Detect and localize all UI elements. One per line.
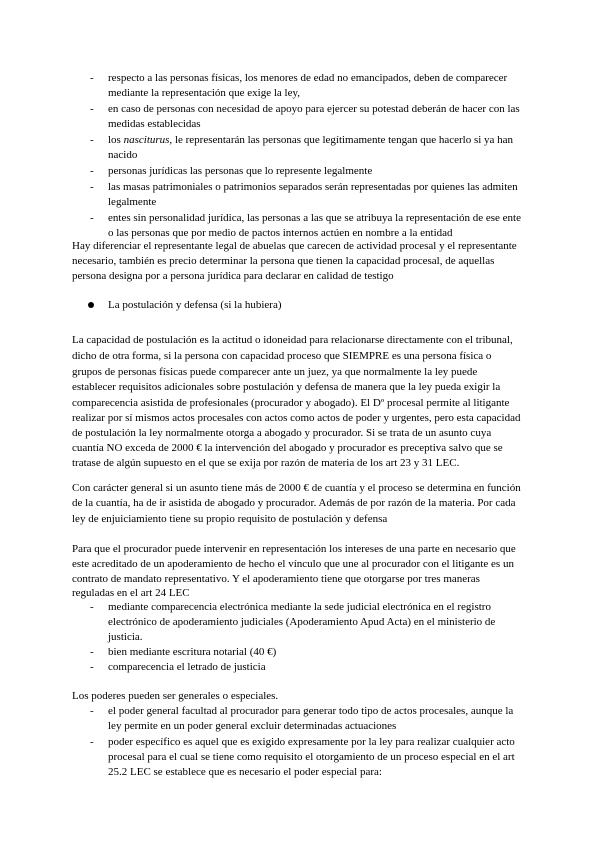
list-item-line: comparecencia el letrado de justicia xyxy=(108,661,266,673)
paragraph-line: de postulación la ley normalmente otorga a abogado y procurador. Si se trata de un asunto cuya xyxy=(72,427,492,439)
list-item-line: procesal para el cual se tiene como requisito el otorgamiento de un proceso especial en el art xyxy=(108,751,515,763)
paragraph-line: La capacidad de postulación es la actitud o idoneidad para relacionarse directamente con el tribunal, xyxy=(72,334,513,346)
list-item-line: bien mediante escritura notarial (40 €) xyxy=(108,646,277,658)
list-item-line: legalmente xyxy=(108,196,157,208)
list-dash: - xyxy=(90,646,94,658)
list-dash: - xyxy=(90,181,94,193)
list-item-line: respecto a las personas físicas, los menores de edad no emancipados, deben de comparecer xyxy=(108,72,508,84)
list-dash: - xyxy=(90,661,94,673)
list-item-line: justicia. xyxy=(108,631,143,643)
list-item-line: nacido xyxy=(108,149,138,161)
list-item-line: mediante comparecencia electrónica mediante la sede judicial electrónica en el registro xyxy=(108,601,491,613)
list-dash: - xyxy=(90,212,94,224)
paragraph-line: grupos de personas físicas puede comparecer ante un juez, ya que normalmente la ley puede xyxy=(72,366,478,378)
paragraph-line: Con carácter general si un asunto tiene más de 2000 € de cuantía y el proceso se determina en función xyxy=(72,482,521,494)
paragraph-line: este acreditado de un apoderamiento de hecho el vínculo que une al procurador con el litigante es un xyxy=(72,558,514,570)
list-item-line xyxy=(108,133,513,147)
list-item-line: electrónico de apoderamiento judiciales (Apoderamiento Apud Acta) en el ministerio de xyxy=(108,616,496,628)
list-dash: - xyxy=(90,736,94,748)
list-item-line: ley permite en un poder general excluir determinadas actuaciones xyxy=(108,720,397,732)
italic-term: nasciturus, xyxy=(123,134,173,146)
paragraph-line: reguladas en el art 24 LEC xyxy=(72,587,190,599)
paragraph-line: necesario, también es precio determinar la persona que tienen la capacidad procesal, de aquellas xyxy=(72,255,495,267)
text-fragment: le representarán las personas que legítimamente tengan que hacerlo si ya han xyxy=(172,134,514,146)
section-heading: La postulación y defensa (si la hubiera) xyxy=(108,299,282,311)
paragraph-line: dicho de otra forma, si la persona con capacidad proceso que SIEMPRE es una persona física o xyxy=(72,350,492,362)
list-item-line: poder específico es aquel que es exigido expresamente por la ley para realizar cualquier acto xyxy=(108,736,515,748)
paragraph-line: tratase de algún supuesto en el que se exija por razón de materia de los art 23 y 31 LEC. xyxy=(72,457,460,469)
paragraph-line: realizar por sí mismos actos procesales con actos como actos de poder y urgentes, pero esta capacidad xyxy=(72,412,521,424)
list-dash: - xyxy=(90,601,94,613)
paragraph-line: comparecencia asistida de profesionales (procurador y abogado). El Dº procesal permite al litigante xyxy=(72,397,510,409)
paragraph-line: Hay diferenciar el representante legal de abuelas que carecen de actividad procesal y el representante xyxy=(72,240,517,252)
paragraph-line: de la cuantía, ha de ir asistida de abogado y procurador. Además de por razón de la materia. Por cada xyxy=(72,497,516,509)
text-fragment: los xyxy=(108,134,124,146)
paragraph-line: Los poderes pueden ser generales o especiales. xyxy=(72,690,279,702)
list-dash: - xyxy=(90,103,94,115)
list-dash: - xyxy=(90,72,94,84)
list-item-line: el poder general facultad al procurador para generar todo tipo de actos procesales, aunque la xyxy=(108,705,514,717)
list-dash: - xyxy=(90,705,94,717)
paragraph-line: persona designa por a persona jurídica para declarar en calidad de testigo xyxy=(72,270,394,282)
paragraph-line: cuantía NO exceda de 2000 € la intervención del abogado y procurador es preceptiva salvo que se xyxy=(72,442,503,454)
list-item-line: en caso de personas con necesidad de apoyo para ejercer su potestad deberán de hacer con las xyxy=(108,103,520,115)
list-item-line: o las personas que por medio de pactos internos actúen en nombre a la entidad xyxy=(108,227,453,239)
paragraph-line: Para que el procurador puede intervenir en representación los intereses de una parte en necesario que xyxy=(72,543,516,555)
list-item-line: personas jurídicas las personas que lo represente legalmente xyxy=(108,165,373,177)
list-item-line: las masas patrimoniales o patrimonios separados serán representadas por quienes las admiten xyxy=(108,181,518,193)
list-item-line: entes sin personalidad jurídica, las personas a las que se atribuya la representación de ese ente xyxy=(108,212,521,224)
list-dash: - xyxy=(90,165,94,177)
list-item-line: 25.2 LEC se establece que es necesario el poder especial para: xyxy=(108,766,382,778)
paragraph-line: ley de enjuiciamiento tiene su propio requisito de postulación y defensa xyxy=(72,513,388,525)
paragraph-line: contrato de mandato representativo. Y el apoderamiento tiene que otorgarse por tres maneras xyxy=(72,573,480,585)
list-item-line: medidas establecidas xyxy=(108,118,201,130)
list-dash: - xyxy=(90,134,94,146)
bullet-icon xyxy=(88,302,94,308)
paragraph-line: establecer requisitos adicionales sobre postulación y defensa de manera que la ley pueda exigir la xyxy=(72,381,501,393)
list-item-line: mediante la representación que exige la ley, xyxy=(108,87,301,99)
